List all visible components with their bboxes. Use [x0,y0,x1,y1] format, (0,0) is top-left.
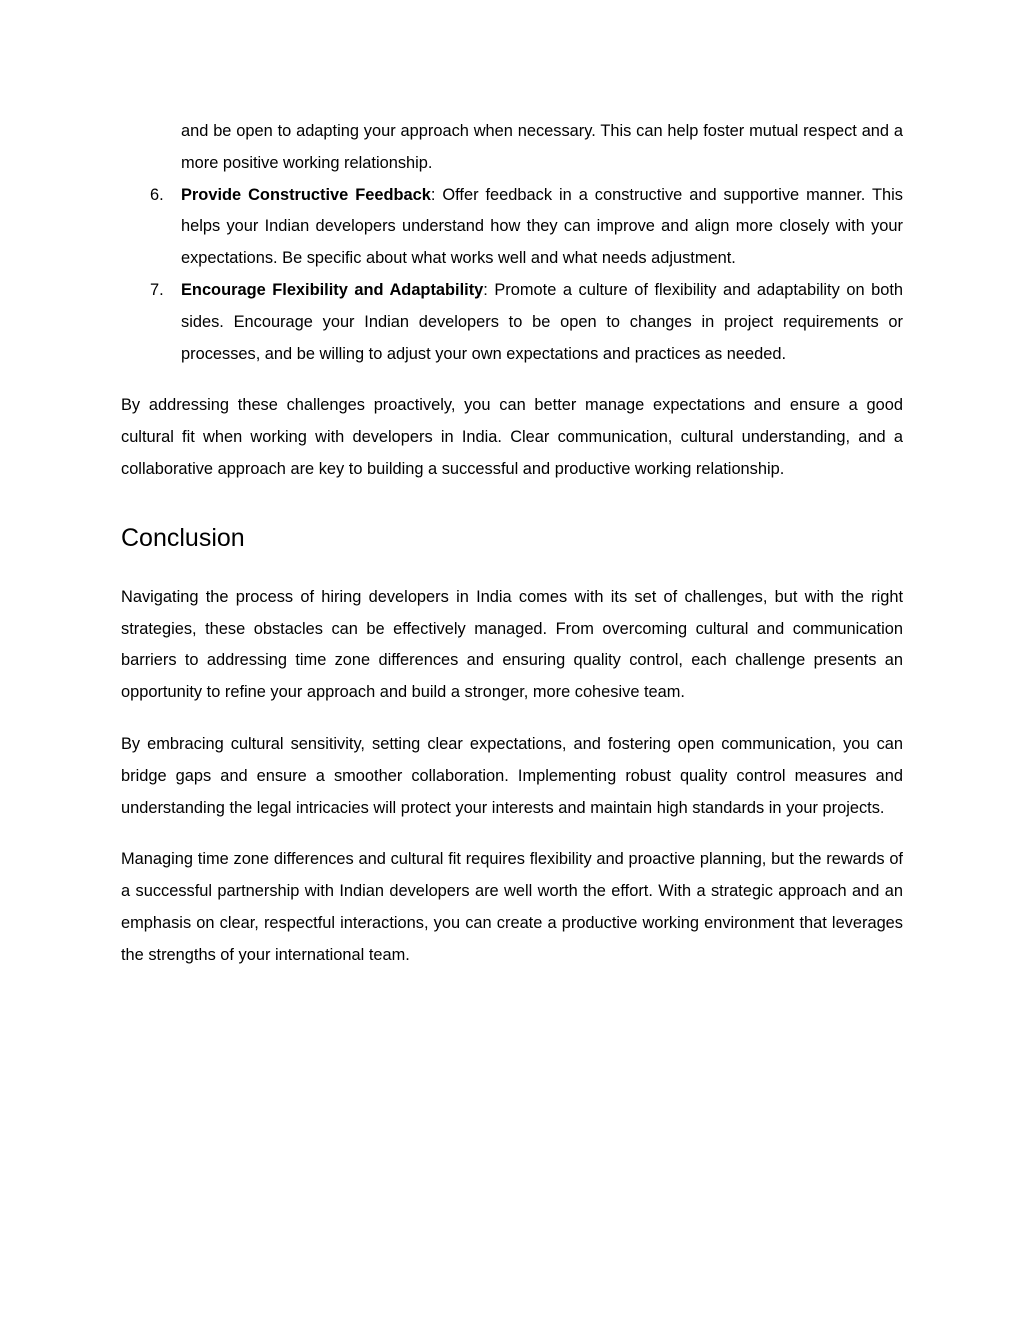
conclusion-paragraph-1: Navigating the process of hiring developers in India comes with its set of challenges, but with the right strategies, these obstacles can be effectively managed. From overcoming cultural and communication barriers to addressing time zone differences and ensuring quality control, each challenge presents an opportunity to refine your approach and build a stronger, more cohesive team. [121,587,903,702]
list-item-7 [121,275,903,370]
numbered-list [121,116,903,370]
list-item-continuation-text: and be open to adapting your approach when necessary. This can help foster mutual respect and a more positive working relationship. [181,122,903,172]
list-item-title: Provide Constructive Feedback [181,185,431,204]
conclusion-paragraph-3: Managing time zone differences and cultural fit requires flexibility and proactive planning, but the rewards of a successful partnership with Indian developers are well worth the effort. With a strategic approach and an emphasis on clear, respectful interactions, you can create a productive working environment that leverages the strengths of your international team. [121,850,903,964]
section-heading-conclusion: Conclusion [121,523,245,552]
list-item-number: 6. [150,185,164,204]
list-item-body: : Promote a culture of flexibility and adaptability on both sides. Encourage your Indian developers to be open to changes in project requirements or processes, and be willing to adjust your own expectations and practices as needed. [181,280,904,363]
conclusion-paragraph-2: By embracing cultural sensitivity, setting clear expectations, and fostering open communication, you can bridge gaps and ensure a smoother collaboration. Implementing robust quality control measures and understanding the legal intricacies will protect your interests and maintain high standards in your projects. [121,734,903,817]
list-item-6 [121,180,903,275]
list-item-body: : Offer feedback in a constructive and supportive manner. This helps your Indian developers understand how they can improve and align more closely with your expectations. Be specific about what works well and what needs adjustment. [181,185,904,268]
summary-paragraph: By addressing these challenges proactively, you can better manage expectations and ensure a good cultural fit when working with developers in India. Clear communication, cultural understanding, and a collaborative approach are key to building a successful and productive working relationship. [121,396,903,478]
list-item-number: 7. [150,280,164,299]
list-item-title: Encourage Flexibility and Adaptability [181,280,484,299]
list-item-continuation [121,116,903,180]
document-page [121,116,903,972]
